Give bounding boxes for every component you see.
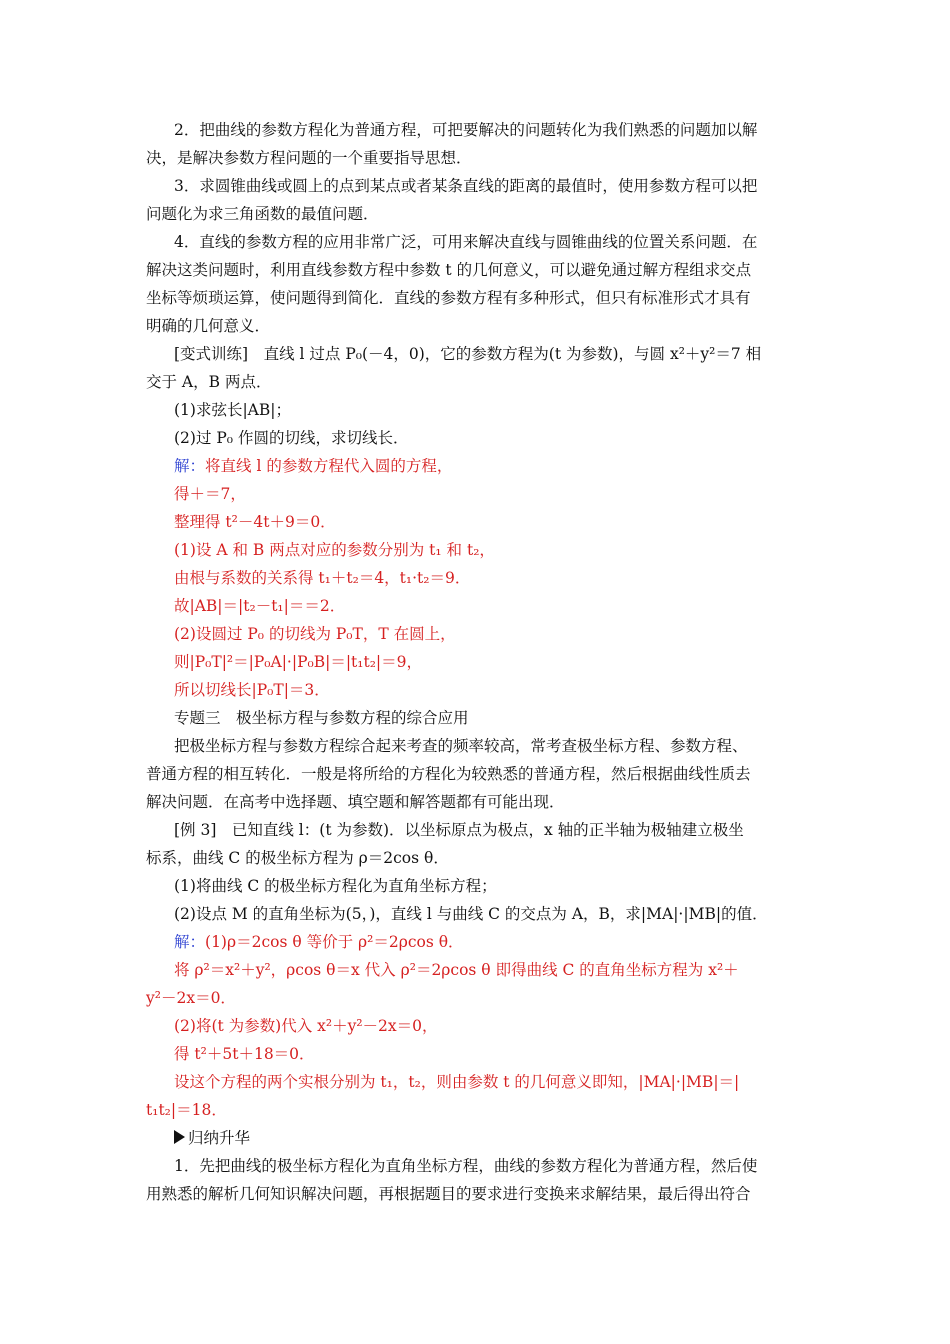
line-text: 归纳升华 [188, 1129, 251, 1147]
text-line [174, 176, 757, 196]
triangle-marker-icon [174, 1130, 185, 1144]
text-line [174, 652, 422, 672]
text-line [146, 1184, 751, 1204]
text-line [174, 596, 345, 616]
text-line [146, 204, 379, 224]
line-text: 则|P₀T|²＝|P₀A|·|P₀B|＝|t₁t₂|＝9， [174, 653, 423, 671]
text-line [174, 932, 464, 952]
text-line [146, 288, 751, 308]
text-line [146, 316, 270, 336]
text-line [146, 1100, 227, 1120]
text-line [174, 400, 291, 420]
line-text: 3．求圆锥曲线或圆上的点到某点或者某条直线的距离的最值时，使用参数方程可以把 [174, 177, 758, 195]
text-line [174, 120, 757, 140]
line-text: (2)设点 M 的直角坐标为(5，)，直线 l 与曲线 C 的交点为 A，B，求|MA|·|MB|的值． [174, 905, 768, 923]
line-text: t₁t₂|＝18． [146, 1101, 227, 1119]
line-text: 问题化为求三角函数的最值问题． [146, 205, 379, 223]
text-line [146, 988, 236, 1008]
text-line [174, 1156, 757, 1176]
line-text: 交于 A，B 两点． [146, 373, 272, 391]
text-line [174, 344, 761, 364]
line-text: 设这个方程的两个实根分别为 t₁，t₂，则由参数 t 的几何意义即知，|MA|·|MB|＝| [174, 1073, 740, 1091]
text-line [174, 624, 456, 644]
line-text: 整理得 t²－4t＋9＝0． [174, 513, 336, 531]
text-line [174, 512, 336, 532]
line-text: 解： [174, 457, 206, 475]
line-text: (1)求弦长|AB|； [174, 401, 291, 419]
line-text: 用熟悉的解析几何知识解决问题，再根据题目的要求进行变换来求解结果，最后得出符合 [146, 1185, 751, 1203]
line-text: 标系，曲线 C 的极坐标方程为 ρ＝2cos θ． [146, 849, 449, 867]
text-line [174, 736, 748, 756]
text-line [146, 372, 271, 392]
line-text-rest: (1)ρ＝2cos θ 等价于 ρ²＝2ρcos θ． [205, 933, 464, 951]
text-line [174, 876, 497, 896]
line-text: 1．先把曲线的极坐标方程化为直角坐标方程，曲线的参数方程化为普通方程，然后使 [174, 1157, 758, 1175]
line-text: 把极坐标方程与参数方程综合起来考查的频率较高，常考查极坐标方程、参数方程、 [174, 737, 748, 755]
line-text: (2)设圆过 P₀ 的切线为 P₀T，T 在圆上， [174, 625, 456, 643]
line-text: (2)过 P₀ 作圆的切线，求切线长． [174, 429, 409, 447]
text-line [174, 960, 739, 980]
line-text: [例 3] 已知直线 l：(t 为参数)．以坐标原点为极点，x 轴的正半轴为极轴建立极坐 [174, 821, 744, 839]
line-text: (1)将曲线 C 的极坐标方程化为直角坐标方程； [174, 877, 497, 895]
line-text: 解决这类问题时，利用直线参数方程中参数 t 的几何意义，可以避免通过解方程组求交点 [146, 261, 752, 279]
line-text: (1)设 A 和 B 两点对应的参数分别为 t₁ 和 t₂， [174, 541, 495, 559]
line-text: 明确的几何意义． [146, 317, 271, 335]
line-text: [变式训练] 直线 l 过点 P₀(－4，0)，它的参数方程为(t 为参数)，与圆 x²＋y²＝7 相 [174, 345, 762, 363]
line-text: 普通方程的相互转化．一般是将所给的方程化为较熟悉的普通方程，然后根据曲线性质去 [146, 765, 751, 783]
text-line [146, 848, 449, 868]
text-line [174, 428, 408, 448]
text-line [174, 540, 495, 560]
text-line [174, 1044, 315, 1064]
text-line [174, 680, 330, 700]
line-text: 坐标等烦琐运算，使问题得到简化．直线的参数方程有多种形式，但只有标准形式才具有 [146, 289, 751, 307]
line-text: 将 ρ²＝x²＋y²，ρcos θ＝x 代入 ρ²＝2ρcos θ 即得曲线 C 的直角坐标方程为 x²＋ [174, 961, 739, 979]
line-text: 解决问题．在高考中选择题、填空题和解答题都有可能出现． [146, 793, 565, 811]
text-line [174, 904, 768, 924]
line-text: 故|AB|＝|t₂－t₁|＝＝2． [174, 597, 346, 615]
line-text: y²－2x＝0． [146, 989, 236, 1007]
text-line [146, 260, 751, 280]
line-text: 2．把曲线的参数方程化为普通方程，可把要解决的问题转化为我们熟悉的问题加以解 [174, 121, 758, 139]
line-text: 由根与系数的关系得 t₁＋t₂＝4，t₁·t₂＝9． [174, 569, 471, 587]
line-text: 得 t²＋5t＋18＝0． [174, 1045, 315, 1063]
line-text: 决，是解决参数方程问题的一个重要指导思想． [146, 149, 472, 167]
line-text: 得＋＝7， [174, 485, 246, 503]
line-text: 专题三 极坐标方程与参数方程的综合应用 [174, 709, 469, 727]
text-line [174, 708, 469, 728]
line-text: 4．直线的参数方程的应用非常广泛，可用来解决直线与圆锥曲线的位置关系问题．在 [174, 233, 758, 251]
text-line [174, 232, 757, 252]
line-text: 解： [174, 933, 206, 951]
text-line [174, 1128, 250, 1148]
text-line [174, 568, 470, 588]
line-text: 所以切线长|P₀T|＝3． [174, 681, 330, 699]
text-line [174, 1016, 438, 1036]
text-line [174, 456, 452, 476]
line-text-rest: 将直线 l 的参数方程代入圆的方程， [205, 457, 453, 475]
text-line [174, 1072, 739, 1092]
line-text: (2)将(t 为参数)代入 x²＋y²－2x＝0， [174, 1017, 438, 1035]
text-line [146, 792, 565, 812]
text-line [174, 820, 744, 840]
text-line [146, 148, 472, 168]
text-line [174, 484, 246, 504]
text-line [146, 764, 751, 784]
